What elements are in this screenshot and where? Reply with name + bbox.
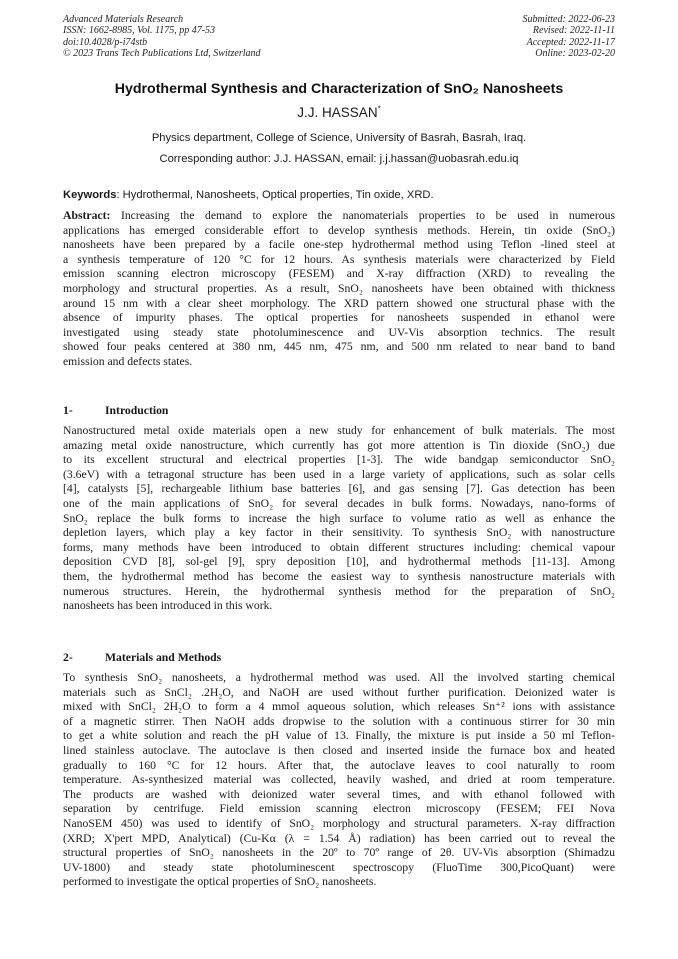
paper-title: Hydrothermal Synthesis and Characterization of SnO₂ Nanosheets bbox=[114, 81, 564, 97]
publication-dates bbox=[523, 14, 616, 60]
author-name: J.J. HASSAN bbox=[297, 105, 378, 120]
paragraph-line: materials such as SnCl₂ .2H₂O, and NaOH are used without further purification. Deionized water is bbox=[63, 685, 615, 699]
journal-info bbox=[63, 14, 261, 60]
abstract bbox=[63, 209, 615, 370]
paragraph-line: depletion layers, which play a key factor in their sensitivity. To synthesis SnO₂ with nanostructure bbox=[63, 526, 615, 540]
journal-copyright: © 2023 Trans Tech Publications Ltd, Switzerland bbox=[63, 48, 261, 60]
paragraph-line: separation by centrifuge. Field emission scanning electron microscopy (FESEM; FEI Nova bbox=[63, 802, 615, 816]
section-title: Materials and Methods bbox=[105, 651, 222, 664]
methods-body bbox=[63, 671, 615, 890]
corresponding-marker: * bbox=[377, 104, 381, 114]
journal-issn: ISSN: 1662-8985, Vol. 1175, pp 47-53 bbox=[63, 25, 216, 37]
abstract-label: Abstract: bbox=[63, 209, 111, 222]
paragraph-line: SnO₂ replace the bulk forms to increase the high surface to volume ratio as well as enhance the bbox=[63, 511, 615, 525]
abstract-line: applications has emerged considerable effort to develop synthesis methods. Herein, tin oxide (SnO₂) bbox=[63, 223, 615, 237]
date-submitted: Submitted: 2022-06-23 bbox=[522, 14, 615, 25]
paragraph-line: The products are washed with deionized water several times, and with ethanol followed with bbox=[63, 787, 615, 801]
paragraph-line: numerous structures. Herein, the hydrothermal synthesis method for the preparation of SnO₂ bbox=[63, 584, 615, 598]
paragraph-line: (XRD; X'pert MPD, Analytical) (Cu-Kα (λ = 1.54 Å) radiation) has been carried out to reveal the bbox=[63, 831, 615, 845]
journal-doi: doi:10.4028/p-i74stb bbox=[63, 36, 148, 48]
affiliation: Physics department, College of Science, University of Basrah, Basrah, Iraq. bbox=[151, 132, 527, 144]
paragraph-line: structural properties of SnO₂ nanosheets in the 20º to 70º range of 2θ. UV-Vis absorption (Shimadzu bbox=[63, 846, 615, 860]
paragraph-line: UV-1800) and steady state photoluminescent spectroscopy (FluoTime 300,PicoQuant) were bbox=[63, 860, 615, 874]
abstract-line: Abstract: Increasing the demand to explore the nanomaterials properties to be used in numerous bbox=[63, 209, 615, 222]
paragraph-line: nanosheets has been introduced in this work. bbox=[63, 599, 273, 613]
keywords-label: Keywords bbox=[63, 189, 117, 201]
paragraph-line: Nanostructured metal oxide materials open a new study for enhancement of bulk materials. The most bbox=[63, 424, 615, 437]
introduction-body bbox=[63, 424, 615, 614]
paragraph-line: amazing metal oxide nanostructure, which currently has got more attention is Tin dioxide (SnO₂) due bbox=[63, 438, 615, 452]
paragraph-line: one of the main applications of SnO₂ for several decades in bulk forms. Nowadays, nano-forms of bbox=[63, 496, 615, 510]
paragraph-line: to its excellent structural and electrical properties [1-3]. The wide bandgap semiconductor SnO₂ bbox=[63, 453, 615, 467]
abstract-line: investigated using steady state photoluminescence and UV-Vis absorption technics. The result bbox=[63, 325, 615, 339]
section-heading-materials-methods bbox=[63, 651, 221, 665]
corresponding-author: Corresponding author: J.J. HASSAN, email: j.j.hassan@uobasrah.edu.iq bbox=[159, 153, 519, 165]
abstract-line: morphology and structural properties. As a result, SnO₂ nanosheets have been obtained with thickness bbox=[63, 281, 615, 295]
keywords bbox=[63, 188, 615, 202]
date-accepted: Accepted: 2022-11-17 bbox=[526, 36, 615, 48]
section-number: 2- bbox=[63, 651, 73, 664]
section-number: 1- bbox=[63, 404, 73, 417]
paragraph-line: gradually to 160 °C for 12 hours. After that, the autoclave leaves to cool naturally to room bbox=[63, 758, 615, 772]
keywords-text: : Hydrothermal, Nanosheets, Optical properties, Tin oxide, XRD. bbox=[116, 189, 434, 201]
paragraph-line: NanoSEM 450) was used to identify of SnO₂ morphology and structural parameters. X-ray diffraction bbox=[63, 816, 615, 830]
paragraph-line: performed to investigate the optical properties of SnO₂ nanosheets. bbox=[63, 875, 377, 889]
section-heading-introduction bbox=[63, 404, 168, 418]
abstract-line: around 15 nm with a clear sheet morphology. The XRD pattern showed one structural phase with the bbox=[63, 296, 615, 310]
section-title: Introduction bbox=[105, 404, 169, 417]
paragraph-line: them, the hydrothermal method has become the easiest way to synthesis nanostructure materials with bbox=[63, 569, 615, 583]
paragraph-line: [4], catalysts [5], rechargeable lithium base batteries [6], and gas sensing [7]. Gas detection has been bbox=[63, 482, 615, 496]
paragraph-line: deposition CVD [8], sol-gel [9], spry deposition [10], and hydrothermal methods [11-13]. Among bbox=[63, 555, 615, 569]
abstract-line: absence of impurity phases. The optical properties for nanosheets suspended in ethanol were bbox=[63, 311, 615, 325]
paragraph-line: To synthesis SnO₂ nanosheets, a hydrothermal method was used. All the involved starting chemical bbox=[63, 671, 615, 684]
abstract-line: showed four peaks centered at 380 nm, 445 nm, 475 nm, and 500 nm related to near band to band bbox=[63, 340, 615, 354]
date-online: Online: 2023-02-20 bbox=[535, 48, 615, 60]
abstract-line: emission and defects states. bbox=[63, 354, 193, 368]
paragraph-line: to get a white solution and reach the pH value of 13. Finally, the mixture is put inside a 50 ml Teflon- bbox=[63, 729, 615, 743]
paragraph-line: lined stainless autoclave. The autoclave is then closed and inserted inside the furnace box and heated bbox=[63, 743, 615, 757]
abstract-line: nanosheets have been prepared by a facile one-step hydrothermal method using Teflon -lined steel at bbox=[63, 238, 615, 252]
paragraph-line: temperature. As-synthesized material was collected, heavily washed, and dried at room temperature. bbox=[63, 773, 615, 787]
author-line bbox=[40, 104, 638, 122]
paragraph-line: forms, many methods have been introduced to obtain different structures including: chemical vapour bbox=[63, 540, 615, 554]
paragraph-line: (3.6eV) with a tetragonal structure has been used in a large variety of applications, such as solar cells bbox=[63, 467, 615, 481]
paragraph-line: of a magnetic stirrer. Then NaOH adds dropwise to the solution with a continuous stirrer for 30 min bbox=[63, 714, 615, 728]
date-revised: Revised: 2022-11-11 bbox=[532, 25, 615, 37]
abstract-line: emission scanning electron microscopy (FESEM) and X-ray diffraction (XRD) to revealing the bbox=[63, 267, 615, 281]
journal-name: Advanced Materials Research bbox=[63, 14, 184, 25]
paragraph-line: mixed with SnCl₂ 2H₂O to form a 4 mmol aqueous solution, which releases Sn⁺² ions with assistance bbox=[63, 700, 615, 714]
abstract-line: a synthesis temperature of 120 °C for 12 hours. As synthesis materials were characterized by Field bbox=[63, 252, 615, 266]
